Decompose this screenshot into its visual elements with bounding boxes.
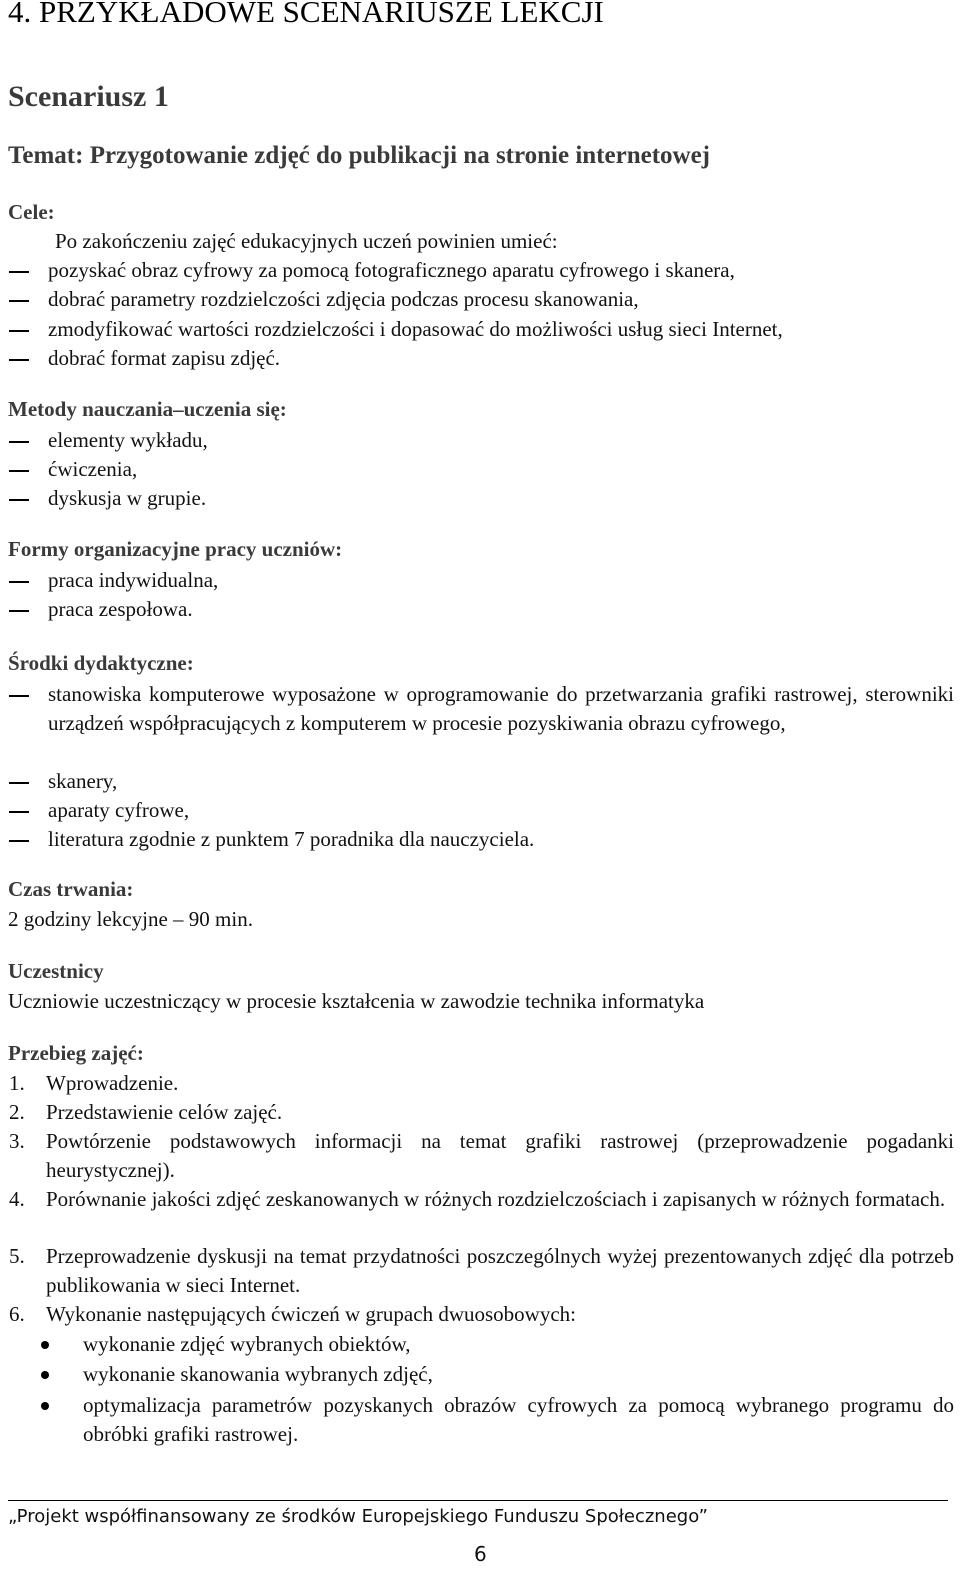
dash-marker [9,330,29,332]
forms-label: Formy organizacyjne pracy uczniów: [8,537,343,561]
dash-marker [9,470,29,472]
step-number: 1. [9,1071,25,1095]
bullet-marker [41,1402,49,1410]
step-text: Powtórzenie podstawowych informacji na temat grafiki rastrowej (przeprowadzenie pogadanki heurystycznej). [46,1129,954,1182]
topic-heading: Temat: Przygotowanie zdjęć do publikacji na stronie internetowej [8,142,711,169]
aid-item-workstations: stanowiska komputerowe wyposażone w oprogramowanie do przetwarzania grafiki rastrowej, sterowniki urządzeń współpracujących z komputerem w procesie pozyskiwania obrazu cyfrowego, [48,682,954,735]
form-item: praca indywidualna, [48,568,219,592]
aid-item: skanery, [48,769,118,793]
step-text: Wprowadzenie. [46,1071,179,1095]
dash-marker [9,811,29,813]
dash-marker [9,441,29,443]
participants-value: Uczniowie uczestniczący w procesie kształcenia w zawodzie technika informatyka [8,989,705,1013]
scenario-title: Scenariusz 1 [8,80,169,113]
page-number: 6 [474,1542,487,1566]
exercise-item: optymalizacja parametrów pozyskanych obrazów cyfrowych za pomocą wybranego programu do obróbki grafiki rastrowej. [83,1393,954,1446]
goal-item: zmodyfikować wartości rozdzielczości i dopasować do możliwości usług sieci Internet, [48,317,783,341]
dash-marker [9,499,29,501]
step-number: 5. [9,1244,25,1268]
step-text: Wykonanie następujących ćwiczeń w grupach dwuosobowych: [46,1302,576,1326]
exercise-item: wykonanie skanowania wybranych zdjęć, [83,1362,433,1386]
step-number: 3. [9,1129,25,1153]
aid-item: literatura zgodnie z punktem 7 poradnika dla nauczyciela. [48,827,535,851]
step-text: Porównanie jakości zdjęć zeskanowanych w różnych rozdzielczościach i zapisanych w różnych formatach. [46,1187,946,1211]
step-number: 2. [9,1100,25,1124]
aids-label: Środki dydaktyczne: [8,651,194,675]
goal-item: dobrać parametry rozdzielczości zdjęcia podczas procesu skanowania, [48,287,639,311]
participants-label: Uczestnicy [8,959,104,983]
dash-marker [9,300,29,302]
exercise-item: wykonanie zdjęć wybranych obiektów, [83,1332,411,1356]
dash-marker [9,359,29,361]
dash-marker [9,695,29,697]
step-text: Przedstawienie celów zajęć. [46,1100,283,1124]
goal-item: dobrać format zapisu zdjęć. [48,346,281,370]
dash-marker [9,782,29,784]
method-item: dyskusja w grupie. [48,486,207,510]
dash-marker [9,581,29,583]
dash-marker [9,610,29,612]
form-item: praca zespołowa. [48,597,193,621]
step-number: 6. [9,1302,25,1326]
bullet-marker [41,1341,49,1349]
step-number: 4. [9,1187,25,1211]
dash-marker [9,840,29,842]
goals-intro: Po zakończeniu zajęć edukacyjnych uczeń powinien umieć: [55,229,558,253]
goals-label: Cele: [8,200,55,224]
method-item: elementy wykładu, [48,428,208,452]
section-title: 4. PRZYKŁADOWE SCENARIUSZE LEKCJI [8,0,604,29]
step-text: Przeprowadzenie dyskusji na temat przydatności poszczególnych wyżej prezentowanych zdjęć dla potrzeb publikowania w sieci Internet. [46,1244,954,1297]
course-label: Przebieg zajęć: [8,1041,144,1065]
aid-item: aparaty cyfrowe, [48,798,190,822]
duration-value: 2 godziny lekcyjne – 90 min. [8,907,253,931]
method-item: ćwiczenia, [48,457,138,481]
duration-label: Czas trwania: [8,877,134,901]
goal-item: pozyskać obraz cyfrowy za pomocą fotograficznego aparatu cyfrowego i skanera, [48,258,735,282]
footer-divider [8,1500,948,1501]
dash-marker [9,271,29,273]
footer-note: „Projekt współfinansowany ze środków Europejskiego Funduszu Społecznego” [8,1506,708,1527]
methods-label: Metody nauczania–uczenia się: [8,397,287,421]
bullet-marker [41,1371,49,1379]
